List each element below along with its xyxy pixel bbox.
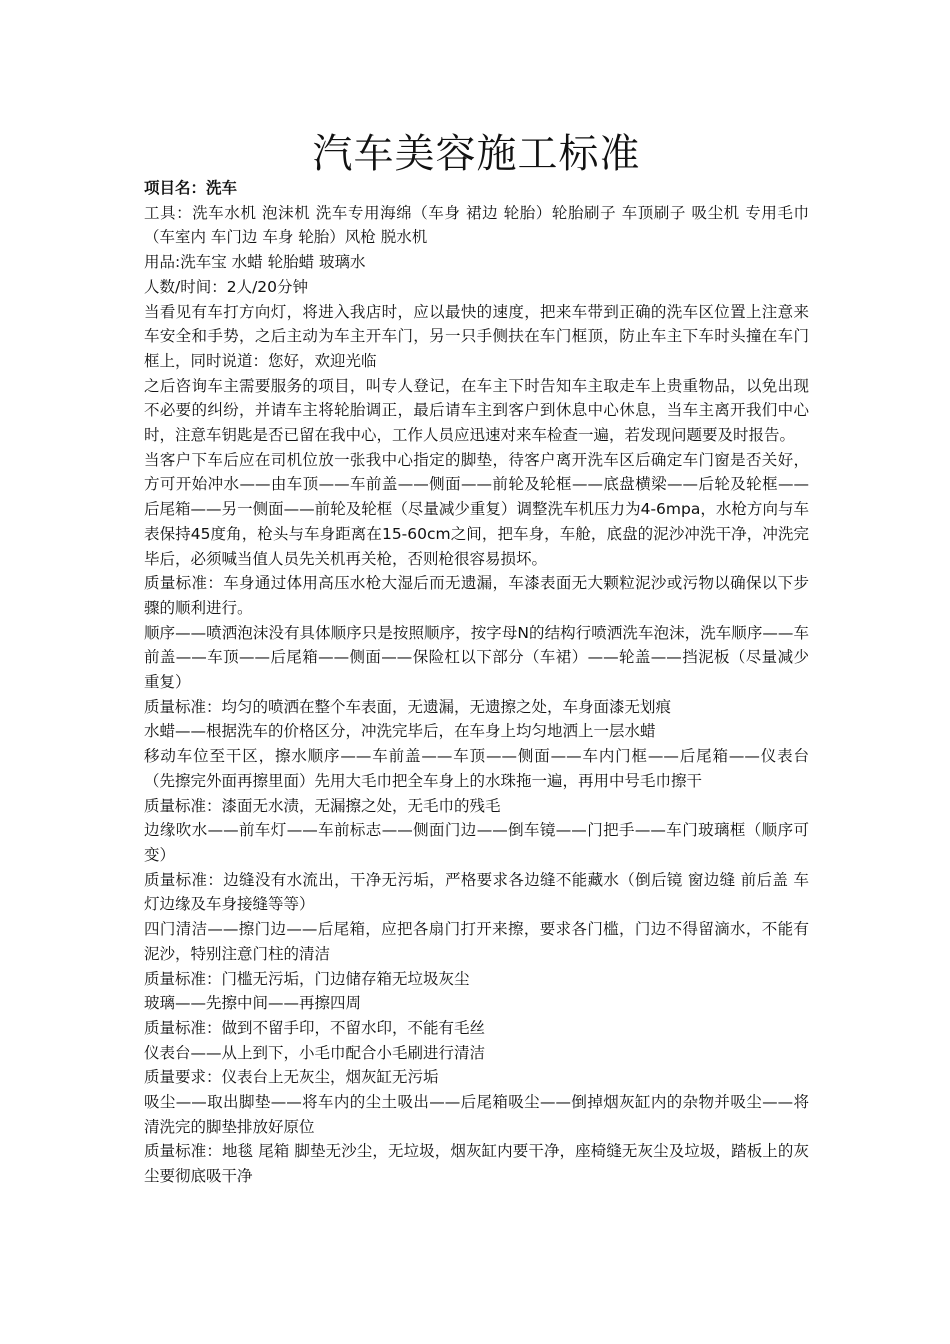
document-page <box>144 0 809 1189</box>
paragraph-consultation: 之后咨询车主需要服务的项目，叫专人登记，在车主下时告知车主取走车上贵重物品，以免出现不必要的纠纷，并请车主将轮胎调正，最后请车主到客户到休息中心休息，当车主离开我们中心时，注意车钥匙是否已留在我中心，工作人员应迅速对来车检查一遍，若发现问题要及时报告。 <box>144 376 809 445</box>
paragraph-water-wax: 水蜡——根据洗车的价格区分，冲洗完毕后，在车身上均匀地洒上一层水蜡 <box>144 722 656 741</box>
staff-time-line: 人数/时间：2人/20分钟 <box>144 277 309 296</box>
paragraph-door-cleaning: 四门清洁——擦门边——后尾箱，应把各扇门打开来擦，要求各门槛，门边不得留滴水，不能有泥沙，特别注意门柱的清洁 <box>144 920 809 963</box>
quality-requirement-dashboard: 质量要求：仪表台上无灰尘，烟灰缸无污垢 <box>144 1068 439 1087</box>
paragraph-edge-blowing: 边缘吹水——前车灯——车前标志——侧面门边——倒车镜——门把手——车门玻璃框（顺序可变） <box>144 821 809 864</box>
supplies-line: 用品:洗车宝 水蜡 轮胎蜡 玻璃水 <box>144 253 366 272</box>
paragraph-greeting: 当看见有车打方向灯，将进入我店时，应以最快的速度，把来车带到正确的洗车区位置上注意来车安全和手势，之后主动为车主开车门，另一只手侧扶在车门框顶，防止车主下车时头撞在车门框上，同时说道：您好，欢迎光临 <box>144 302 809 370</box>
paragraph-vacuum: 吸尘——取出脚垫——将车内的尘土吸出——后尾箱吸尘——倒掉烟灰缸内的杂物并吸尘——将清洗完的脚垫排放好原位 <box>144 1093 809 1136</box>
quality-standard-vacuum: 质量标准：地毯 尾箱 脚垫无沙尘，无垃圾，烟灰缸内要干净，座椅缝无灰尘及垃圾，踏板上的灰尘要彻底吸干净 <box>144 1142 809 1186</box>
paragraph-dashboard: 仪表台——从上到下，小毛巾配合小毛刷进行清洁 <box>144 1043 486 1062</box>
quality-standard-glass: 质量标准：做到不留手印，不留水印，不能有毛丝 <box>144 1018 486 1037</box>
quality-standard-rinse: 质量标准：车身通过体用高压水枪大湿后而无遗漏，车漆表面无大颗粒泥沙或污物以确保以下步骤的顺利进行。 <box>144 574 809 617</box>
quality-standard-foam: 质量标准：均匀的喷洒在整个车表面，无遗漏，无遗擦之处，车身面漆无划痕 <box>144 697 672 716</box>
paragraph-drying-order: 移动车位至干区，擦水顺序——车前盖——车顶——侧面——车内门框——后尾箱——仪表台（先擦完外面再擦里面）先用大毛巾把全车身上的水珠拖一遍，再用中号毛巾擦干 <box>144 747 809 790</box>
tools-line: 工具：洗车水机 泡沫机 洗车专用海绵（车身 裙边 轮胎）轮胎刷子 车顶刷子 吸尘机 专用毛巾（车室内 车门边 车身 轮胎）风枪 脱水机 <box>144 203 809 247</box>
document-title: 汽车美容施工标准 <box>312 131 641 177</box>
quality-standard-edge: 质量标准：边缝没有水流出，干净无污垢，严格要求各边缝不能藏水（倒后镜 窗边缝 前后盖 车灯边缘及车身接缝等等） <box>144 870 809 914</box>
quality-standard-door: 质量标准：门槛无污垢，门边储存箱无垃圾灰尘 <box>144 969 470 988</box>
paragraph-glass: 玻璃——先擦中间——再擦四周 <box>144 994 362 1013</box>
project-name-line: 项目名：洗车 <box>144 179 238 197</box>
quality-standard-drying: 质量标准：漆面无水渍，无漏擦之处，无毛巾的残毛 <box>144 796 501 815</box>
document-body <box>144 176 809 1189</box>
paragraph-rinse: 当客户下车后应在司机位放一张我中心指定的脚垫，待客户离开洗车区后确定车门窗是否关好，方可开始冲水——由车顶——车前盖——侧面——前轮及轮框——底盘横梁——后轮及轮框——后尾箱——另一侧面——前轮及轮框（尽量减少重复）调整洗车机压力为4-6mpa，水枪方向与车表保持45度角，枪头与车身距离在15-60cm之间，把车身，车舱，底盘的泥沙冲洗干净，冲洗完毕后，必须喊当值人员先关机再关枪，否则枪很容易损坏。 <box>144 450 809 568</box>
paragraph-foam-order: 顺序——喷洒泡沫没有具体顺序只是按照顺序，按字母N的结构行喷洒洗车泡沫，洗车顺序——车前盖——车顶——后尾箱——侧面——保险杠以下部分（车裙）——轮盖——挡泥板（尽量减少重复） <box>144 623 809 692</box>
